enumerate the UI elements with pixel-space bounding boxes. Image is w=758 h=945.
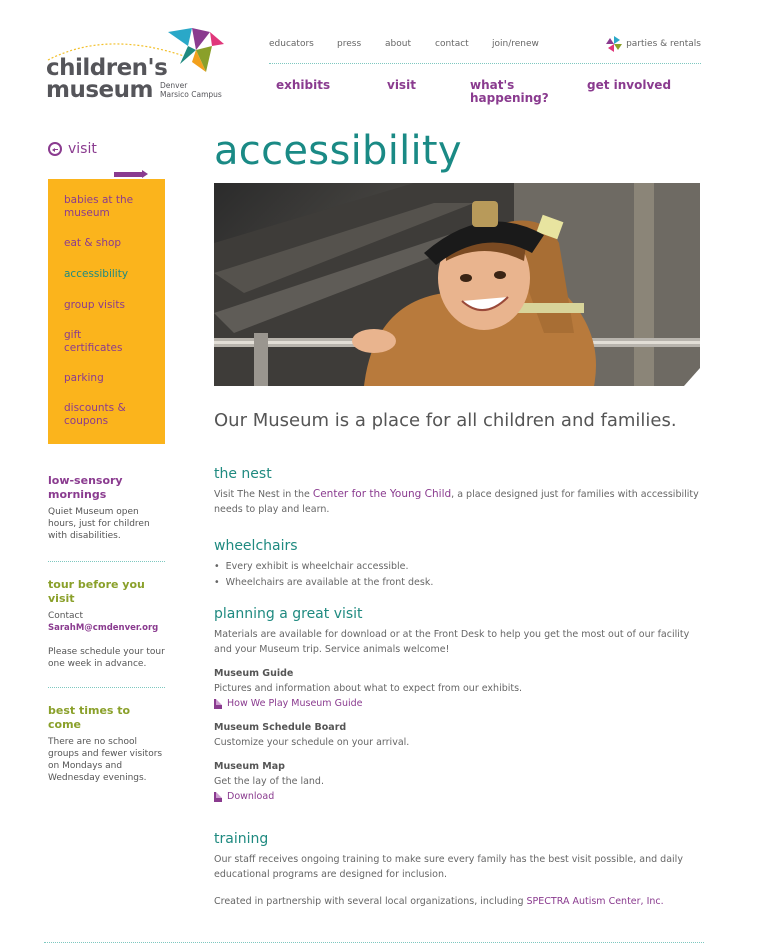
back-arrow-icon [48, 142, 62, 156]
section-training [214, 830, 700, 909]
best-times-title: best times to come [48, 704, 131, 731]
utility-link-contact[interactable]: contact [435, 39, 469, 49]
utility-link-press[interactable]: press [337, 39, 362, 49]
tour-email-link[interactable]: SarahM@cmdenver.org [48, 623, 159, 633]
wheelchairs-list [214, 559, 700, 591]
nest-text [214, 487, 700, 517]
nest-heading: the nest [214, 466, 272, 482]
museum-guide-link-label: How We Play Museum Guide [227, 698, 363, 709]
section-planning [214, 605, 700, 804]
pinwheel-icon [606, 36, 622, 52]
best-times-block [48, 704, 165, 784]
logo-subtitle [160, 82, 222, 99]
nest-text-before: Visit The Nest in the [214, 489, 313, 500]
museum-map-download-link[interactable] [214, 789, 700, 804]
sidebar-divider [48, 687, 165, 688]
center-young-child-link[interactable]: Center for the Young Child [312, 488, 452, 500]
logo-line2: museum [46, 77, 153, 103]
list-item: • Wheelchairs are available at the front desk. [214, 575, 700, 591]
wheelchairs-heading: wheelchairs [214, 538, 298, 554]
intro-heading: Our Museum is a place for all children and families. [214, 410, 677, 431]
tour-contact-label: Contact [48, 611, 84, 621]
back-to-visit-link[interactable] [48, 141, 97, 157]
utility-nav [269, 39, 701, 53]
spectra-autism-link[interactable]: SPECTRA Autism Center, Inc. [526, 896, 664, 907]
tour-block [48, 578, 165, 670]
main-nav-exhibits[interactable]: exhibits [276, 78, 331, 92]
museum-guide-text: Pictures and information about what to expect from our exhibits. [214, 683, 523, 694]
document-icon [214, 699, 222, 709]
sidebar-item-babies[interactable]: babies at the museum [64, 194, 134, 219]
tour-text: Please schedule your tour one week in advance. [48, 647, 165, 669]
nest-text-after: , a place designed just for families with accessibility needs to play and learn. [214, 489, 699, 515]
partnership-text [214, 894, 700, 909]
section-the-nest [214, 465, 700, 517]
sidebar-item-accessibility[interactable]: accessibility [64, 268, 129, 280]
utility-link-about[interactable]: about [385, 39, 411, 49]
planning-heading: planning a great visit [214, 606, 363, 622]
logo-sub-campus: Marsico Campus [160, 89, 222, 99]
tour-title: tour before you visit [48, 578, 145, 605]
active-pointer-icon [114, 172, 142, 177]
main-nav-visit[interactable]: visit [387, 78, 416, 92]
partnership-text-before: Created in partnership with several local organizations, including [214, 896, 527, 907]
training-text: Our staff receives ongoing training to make sure every family has the best visit possible, and daily educational programs are designed for inclusion. [214, 854, 683, 880]
logo-sub-city: Denver [160, 81, 188, 90]
main-nav-whats-happening[interactable]: what's happening? [470, 78, 549, 105]
sidebar-item-gift-certificates[interactable]: gift certificates [64, 329, 123, 354]
sidebar-item-group-visits[interactable]: group visits [64, 299, 125, 311]
museum-guide-link[interactable] [214, 696, 700, 711]
logo-line1: children's [46, 55, 168, 81]
low-sensory-title[interactable]: low-sensory mornings [48, 474, 123, 501]
list-item: • Every exhibit is wheelchair accessible. [214, 559, 700, 575]
museum-map-text: Get the lay of the land. [214, 776, 324, 787]
planning-text: Materials are available for download or at the Front Desk to help you get the most out of our facility and your Museum trip. Service animals welcome! [214, 629, 690, 655]
hero-image [214, 183, 700, 386]
sidebar-subnav [48, 179, 165, 444]
sidebar-item-discounts[interactable]: discounts & coupons [64, 402, 126, 427]
header-divider [269, 63, 701, 64]
active-pointer-tip-icon [142, 170, 148, 178]
sidebar-divider [48, 561, 165, 562]
utility-link-join[interactable]: join/renew [492, 39, 539, 49]
page-title: accessibility [214, 128, 462, 174]
low-sensory-block [48, 474, 165, 542]
footer-divider [44, 942, 704, 943]
low-sensory-text: Quiet Museum open hours, just for children with disabilities. [48, 507, 150, 541]
sidebar-item-eat-shop[interactable]: eat & shop [64, 237, 122, 249]
main-nav-get-involved[interactable]: get involved [587, 78, 672, 92]
museum-map-title: Museum Map [214, 761, 285, 772]
utility-link-educators[interactable]: educators [269, 39, 314, 49]
sidebar-item-parking[interactable]: parking [64, 372, 104, 384]
museum-guide-title: Museum Guide [214, 668, 294, 679]
section-wheelchairs [214, 537, 700, 591]
document-icon [214, 792, 222, 802]
schedule-board-title: Museum Schedule Board [214, 722, 347, 733]
best-times-text: There are no school groups and fewer visitors on Mondays and Wednesday evenings. [48, 737, 163, 783]
bird-icon [166, 26, 228, 78]
schedule-board-text: Customize your schedule on your arrival. [214, 737, 410, 748]
back-to-visit-label: visit [68, 141, 97, 157]
museum-logo[interactable] [46, 26, 236, 106]
utility-link-parties[interactable]: parties & rentals [626, 39, 701, 49]
museum-map-download-label: Download [227, 791, 275, 802]
training-heading: training [214, 831, 269, 847]
hero-photo-illustration [214, 183, 700, 386]
